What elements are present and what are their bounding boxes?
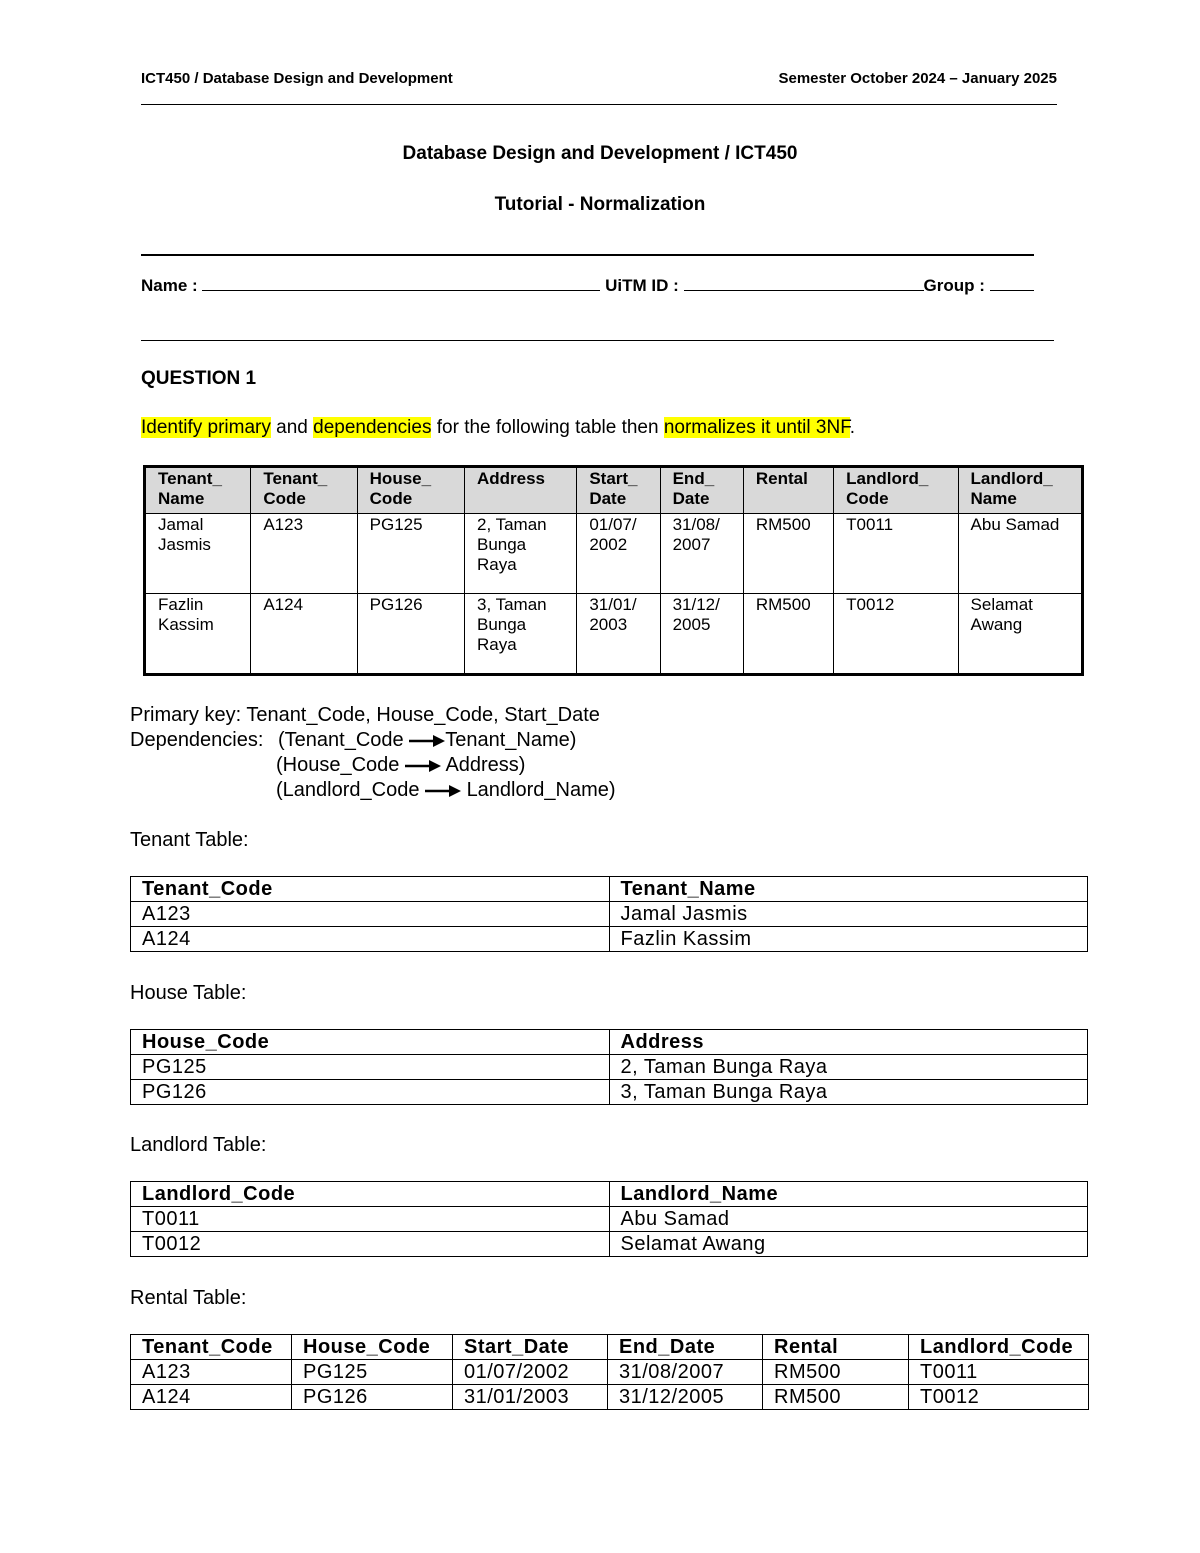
table-header-row: [131, 877, 1088, 902]
unnormalized-table: [143, 465, 1084, 676]
table-cell: T0012: [909, 1385, 1089, 1410]
table-cell: PG125: [357, 514, 464, 594]
course-title: Database Design and Development / ICT450: [402, 143, 798, 164]
title-divider: [141, 254, 1034, 256]
table-cell: 31/01/2003: [453, 1385, 608, 1410]
column-header: Landlord_ Code: [834, 467, 958, 514]
group-label: Group :: [923, 276, 985, 295]
house-table: [130, 1029, 1088, 1105]
table-cell: 31/12/ 2005: [660, 594, 743, 675]
name-blank[interactable]: [202, 276, 600, 291]
column-header: Tenant_Code: [131, 1335, 292, 1360]
table-cell: RM500: [763, 1360, 909, 1385]
table-cell: A123: [131, 902, 610, 927]
dependency-1: [278, 729, 576, 752]
question-title: QUESTION 1: [141, 368, 257, 389]
table-row: [145, 514, 1083, 594]
column-header: End_ Date: [660, 467, 743, 514]
table-row: [131, 1360, 1089, 1385]
table-row: [131, 1385, 1089, 1410]
table-cell: Fazlin Kassim: [145, 594, 251, 675]
table-cell: RM500: [743, 594, 833, 675]
question-text-part: for the following table then: [431, 417, 664, 438]
landlord-table: [130, 1181, 1088, 1257]
highlight-normalize: normalizes it until 3NF: [663, 417, 850, 438]
primary-key-text: Primary key: Tenant_Code, House_Code, Start_Date: [130, 704, 600, 726]
dependency-determinant: (Landlord_Code: [276, 779, 420, 801]
table-cell: 31/08/2007: [608, 1360, 763, 1385]
table-cell: Fazlin Kassim: [609, 927, 1088, 952]
table-cell: PG125: [292, 1360, 453, 1385]
question-text: [141, 417, 855, 439]
table-header-row: [145, 467, 1083, 514]
column-header: Landlord_Code: [909, 1335, 1089, 1360]
table-cell: T0011: [909, 1360, 1089, 1385]
table-cell: 01/07/2002: [453, 1360, 608, 1385]
page-header-right: Semester October 2024 – January 2025: [778, 70, 1057, 87]
column-header: House_ Code: [357, 467, 464, 514]
table-cell: 31/08/ 2007: [660, 514, 743, 594]
highlight-identify-primary: Identify primary: [141, 417, 271, 438]
table-cell: Jamal Jasmis: [145, 514, 251, 594]
table-cell: Jamal Jasmis: [609, 902, 1088, 927]
table-cell: A124: [251, 594, 357, 675]
table-row: [131, 1080, 1088, 1105]
table-cell: RM500: [763, 1385, 909, 1410]
tenant-table: [130, 876, 1088, 952]
table-cell: T0011: [131, 1207, 610, 1232]
column-header: Address: [464, 467, 576, 514]
table-row: [145, 594, 1083, 675]
table-header-row: [131, 1182, 1088, 1207]
table-cell: RM500: [743, 514, 833, 594]
table-cell: T0011: [834, 514, 958, 594]
column-header: Address: [609, 1030, 1088, 1055]
table-cell: Abu Samad: [958, 514, 1082, 594]
uitm-id-label: UiTM ID :: [605, 276, 679, 295]
table-cell: 01/07/ 2002: [577, 514, 660, 594]
name-label: Name :: [141, 276, 198, 295]
column-header: Start_ Date: [577, 467, 660, 514]
table-row: [131, 1232, 1088, 1257]
header-divider: [141, 104, 1057, 105]
column-header: End_Date: [608, 1335, 763, 1360]
table-cell: Abu Samad: [609, 1207, 1088, 1232]
rental-table-label: Rental Table:: [130, 1287, 247, 1309]
column-header: Landlord_ Name: [958, 467, 1082, 514]
table-header-row: [131, 1335, 1089, 1360]
table-cell: A123: [131, 1360, 292, 1385]
table-cell: 31/12/2005: [608, 1385, 763, 1410]
question-text-part: and: [270, 417, 314, 438]
question-text-part: .: [849, 417, 855, 438]
column-header: House_Code: [292, 1335, 453, 1360]
table-cell: 2, Taman Bunga Raya: [464, 514, 576, 594]
column-header: Landlord_Code: [131, 1182, 610, 1207]
table-row: [131, 1207, 1088, 1232]
arrow-right-icon: [405, 760, 441, 772]
column-header: Landlord_Name: [609, 1182, 1088, 1207]
dependency-determinant: (House_Code: [276, 754, 400, 776]
rental-table: [130, 1334, 1089, 1410]
table-row: [131, 902, 1088, 927]
arrow-right-icon: [425, 785, 461, 797]
column-header: Tenant_ Code: [251, 467, 357, 514]
highlight-dependencies: dependencies: [313, 417, 432, 438]
column-header: Start_Date: [453, 1335, 608, 1360]
table-cell: Selamat Awang: [958, 594, 1082, 675]
dependency-2: [276, 754, 525, 777]
tenant-table-label: Tenant Table:: [130, 829, 249, 851]
table-row: [131, 1055, 1088, 1080]
page-header-left: ICT450 / Database Design and Development: [141, 70, 453, 87]
house-table-label: House Table:: [130, 982, 247, 1004]
column-header: Tenant_Name: [609, 877, 1088, 902]
dependency-dependent: Tenant_Name): [445, 729, 577, 751]
column-header: House_Code: [131, 1030, 610, 1055]
table-cell: T0012: [834, 594, 958, 675]
table-cell: 3, Taman Bunga Raya: [609, 1080, 1088, 1105]
table-cell: A124: [131, 927, 610, 952]
column-header: Rental: [763, 1335, 909, 1360]
dependencies-label: Dependencies:: [130, 729, 264, 751]
dependency-dependent: Address): [445, 754, 526, 776]
table-cell: A124: [131, 1385, 292, 1410]
table-cell: PG126: [131, 1080, 610, 1105]
table-cell: Selamat Awang: [609, 1232, 1088, 1257]
table-cell: A123: [251, 514, 357, 594]
dependency-determinant: (Tenant_Code: [278, 729, 404, 751]
landlord-table-label: Landlord Table:: [130, 1134, 267, 1156]
column-header: Tenant_Code: [131, 877, 610, 902]
table-cell: 2, Taman Bunga Raya: [609, 1055, 1088, 1080]
column-header: Rental: [743, 467, 833, 514]
table-cell: 31/01/ 2003: [577, 594, 660, 675]
arrow-right-icon: [409, 735, 445, 747]
table-header-row: [131, 1030, 1088, 1055]
column-header: Tenant_ Name: [145, 467, 251, 514]
uitm-id-blank[interactable]: [684, 276, 924, 291]
table-cell: 3, Taman Bunga Raya: [464, 594, 576, 675]
tutorial-title: Tutorial - Normalization: [494, 194, 706, 215]
table-row: [131, 927, 1088, 952]
table-cell: PG126: [357, 594, 464, 675]
student-info-row: [141, 276, 1034, 296]
table-cell: PG125: [131, 1055, 610, 1080]
dependency-dependent: Landlord_Name): [466, 779, 616, 801]
group-blank[interactable]: [990, 276, 1034, 291]
form-divider: [141, 340, 1054, 341]
dependency-3: [276, 779, 616, 802]
table-cell: PG126: [292, 1385, 453, 1410]
table-cell: T0012: [131, 1232, 610, 1257]
